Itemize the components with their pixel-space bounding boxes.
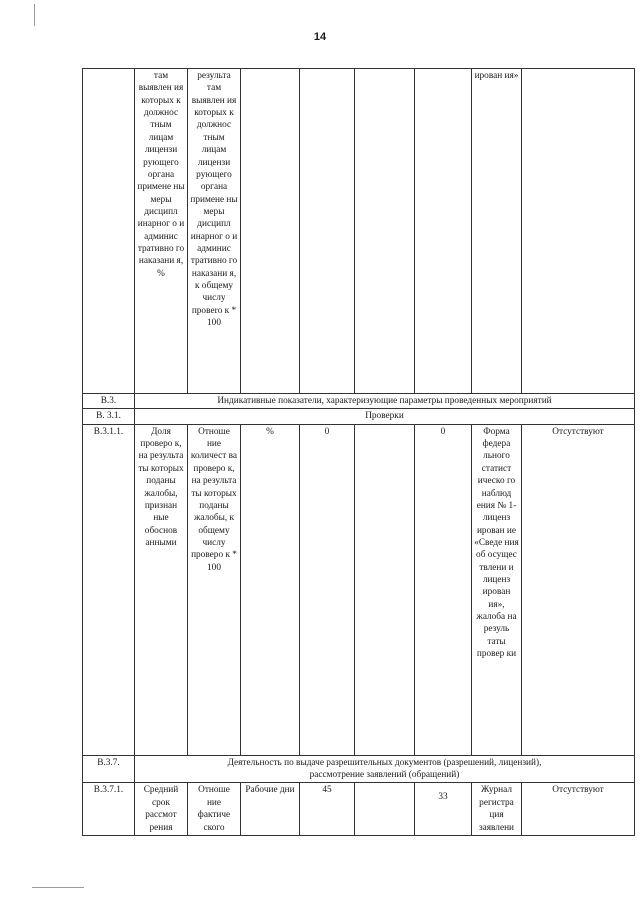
cell-source: Форма федера льного статист ическо го наблюд ения № 1- лиценз ирован ие «Сведе ния об осущес твлени и лиценз ирован ия», жалоба на резуль таты провер ки [472, 424, 522, 755]
section-title [135, 755, 635, 783]
cell-value-c [415, 69, 472, 394]
indicators-table [82, 68, 635, 836]
scan-mark-bottom [32, 887, 84, 888]
cell-num: В.3.7.1. [83, 783, 135, 835]
cell-num [83, 69, 135, 394]
cell-indicator-name: Средний срок рассмот рения [135, 783, 188, 835]
cell-value-b [355, 424, 415, 755]
cell-value-c: 33 [415, 783, 472, 835]
table-row-b311 [83, 424, 635, 755]
cell-formula: Отноше ние количест ва проверо к, на результа ты которых поданы жалобы, к общему числу проверо к * 100 [188, 424, 241, 755]
section-title-line-1: Деятельность по выдаче разрешительных документов (разрешений, лицензий), [227, 757, 542, 768]
cell-indicator-name: Доля проверо к, на результа ты которых поданы жалобы, признан ные обоснов анными [135, 424, 188, 755]
page-number: 14 [313, 31, 327, 43]
cell-note: Отсутствуют [522, 783, 635, 835]
section-title: Проверки [135, 409, 635, 424]
cell-value-a [300, 69, 355, 394]
cell-num: В.3.7. [83, 755, 135, 783]
section-title: Индикативные показатели, характеризующие параметры проведенных мероприятий [135, 394, 635, 409]
cell-value-a: 0 [300, 424, 355, 755]
cell-num: В.3.1.1. [83, 424, 135, 755]
cell-formula: результа там выявлен ия которых к должнос тным лицам лицензи рующего органа примене ны меры дисципл инарног о и админис тративно го наказани я, к общему числу провero к * 100 [188, 69, 241, 394]
table-row-b371 [83, 783, 635, 835]
table-row-section-b3 [83, 394, 635, 409]
table-row-continuation [83, 69, 635, 394]
cell-note [522, 69, 635, 394]
cell-value-a: 45 [300, 783, 355, 835]
cell-value-b [355, 69, 415, 394]
section-title-line-2: рассмотрение заявлений (обращений) [309, 770, 460, 781]
cell-value-b [355, 783, 415, 835]
table-row-section-b37 [83, 755, 635, 783]
cell-formula: Отноше ние фактиче ского [188, 783, 241, 835]
scan-mark-left [34, 4, 35, 26]
cell-source: Журнал регистра ция заявлени [472, 783, 522, 835]
cell-value-c: 0 [415, 424, 472, 755]
cell-num: В. 3.1. [83, 409, 135, 424]
cell-unit: Рабочие дни [241, 783, 300, 835]
table-row-section-b31 [83, 409, 635, 424]
cell-unit: % [241, 424, 300, 755]
cell-note: Отсутствуют [522, 424, 635, 755]
cell-indicator-name: там выявлен ия которых к должнос тным лицам лицензи рующего органа примене ны меры дисципл инарног о и админис тративно го наказани я, % [135, 69, 188, 394]
cell-source: ирован ия» [472, 69, 522, 394]
cell-num: В.3. [83, 394, 135, 409]
cell-unit [241, 69, 300, 394]
